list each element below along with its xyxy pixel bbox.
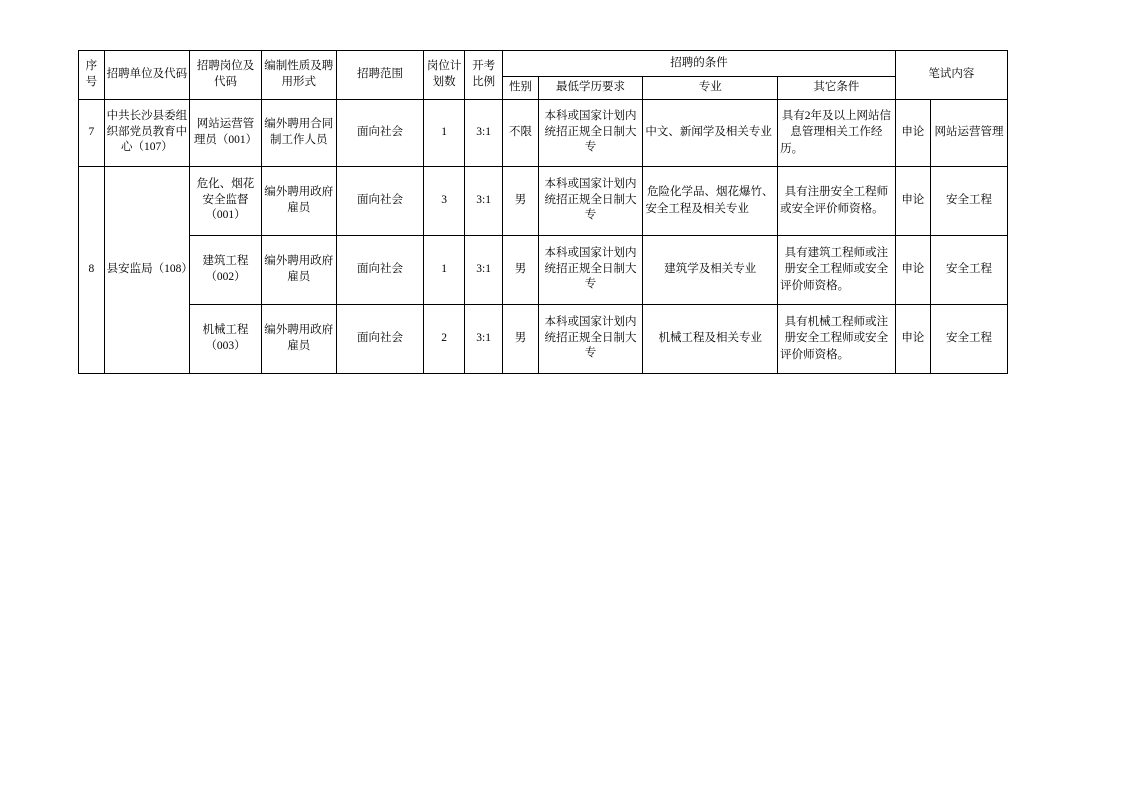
cell-plan: 2: [424, 304, 465, 373]
cell-ratio: 3:1: [464, 99, 502, 166]
cell-post: 机械工程（003）: [190, 304, 262, 373]
cell-gender: 男: [503, 166, 538, 235]
cell-education: 本科或国家计划内统招正规全日制大专: [538, 304, 643, 373]
header-conditions-group: 招聘的条件: [503, 51, 895, 77]
cell-scope: 面向社会: [336, 304, 424, 373]
cell-unit: 县安监局（108）: [104, 166, 190, 373]
header-education: 最低学历要求: [538, 77, 643, 100]
cell-plan: 1: [424, 235, 465, 304]
cell-exam-type: 申论: [895, 166, 930, 235]
cell-post: 危化、烟花安全监督（001）: [190, 166, 262, 235]
cell-exam-type: 申论: [895, 235, 930, 304]
cell-nature: 编外聘用合同制工作人员: [261, 99, 336, 166]
table-row: [79, 304, 1008, 373]
cell-major: 机械工程及相关专业: [643, 304, 778, 373]
cell-major: 危险化学品、烟花爆竹、安全工程及相关专业: [643, 166, 778, 235]
table-row: [79, 166, 1008, 235]
table-header-row-1: [79, 51, 1008, 77]
cell-exam-type: 申论: [895, 99, 930, 166]
cell-ratio: 3:1: [464, 166, 502, 235]
cell-gender: 男: [503, 235, 538, 304]
cell-ratio: 3:1: [464, 304, 502, 373]
cell-scope: 面向社会: [336, 99, 424, 166]
cell-scope: 面向社会: [336, 235, 424, 304]
header-post: 招聘岗位及代码: [190, 51, 262, 100]
cell-nature: 编外聘用政府雇员: [261, 235, 336, 304]
cell-other: 具有建筑工程师或注册安全工程师或安全评价师资格。: [778, 235, 896, 304]
table-row: [79, 99, 1008, 166]
cell-education: 本科或国家计划内统招正规全日制大专: [538, 235, 643, 304]
cell-major: 中文、新闻学及相关专业: [643, 99, 778, 166]
cell-exam-content: 安全工程: [930, 304, 1007, 373]
cell-plan: 3: [424, 166, 465, 235]
cell-education: 本科或国家计划内统招正规全日制大专: [538, 166, 643, 235]
header-scope: 招聘范围: [336, 51, 424, 100]
cell-gender: 不限: [503, 99, 538, 166]
cell-nature: 编外聘用政府雇员: [261, 304, 336, 373]
cell-education: 本科或国家计划内统招正规全日制大专: [538, 99, 643, 166]
cell-ratio: 3:1: [464, 235, 502, 304]
cell-exam-content: 网站运营管理: [930, 99, 1007, 166]
cell-other: 具有机械工程师或注册安全工程师或安全评价师资格。: [778, 304, 896, 373]
cell-other: 具有2年及以上网站信息管理相关工作经历。: [778, 99, 896, 166]
header-plan: 岗位计划数: [424, 51, 465, 100]
cell-nature: 编外聘用政府雇员: [261, 166, 336, 235]
cell-scope: 面向社会: [336, 166, 424, 235]
header-unit: 招聘单位及代码: [104, 51, 190, 100]
header-exam-content: 笔试内容: [895, 51, 1007, 100]
cell-post: 建筑工程（002）: [190, 235, 262, 304]
cell-post: 网站运营管理员（001）: [190, 99, 262, 166]
cell-unit: 中共长沙县委组织部党员教育中心（107）: [104, 99, 190, 166]
cell-gender: 男: [503, 304, 538, 373]
header-nature: 编制性质及聘用形式: [261, 51, 336, 100]
cell-exam-type: 申论: [895, 304, 930, 373]
table-row: [79, 235, 1008, 304]
header-ratio: 开考比例: [464, 51, 502, 100]
cell-other: 具有注册安全工程师或安全评价师资格。: [778, 166, 896, 235]
cell-seq: 8: [79, 166, 105, 373]
cell-major: 建筑学及相关专业: [643, 235, 778, 304]
header-seq: 序号: [79, 51, 105, 100]
cell-seq: 7: [79, 99, 105, 166]
cell-exam-content: 安全工程: [930, 166, 1007, 235]
header-gender: 性别: [503, 77, 538, 100]
cell-exam-content: 安全工程: [930, 235, 1007, 304]
recruitment-table: [78, 50, 1008, 374]
header-major: 专业: [643, 77, 778, 100]
header-other: 其它条件: [778, 77, 896, 100]
cell-plan: 1: [424, 99, 465, 166]
